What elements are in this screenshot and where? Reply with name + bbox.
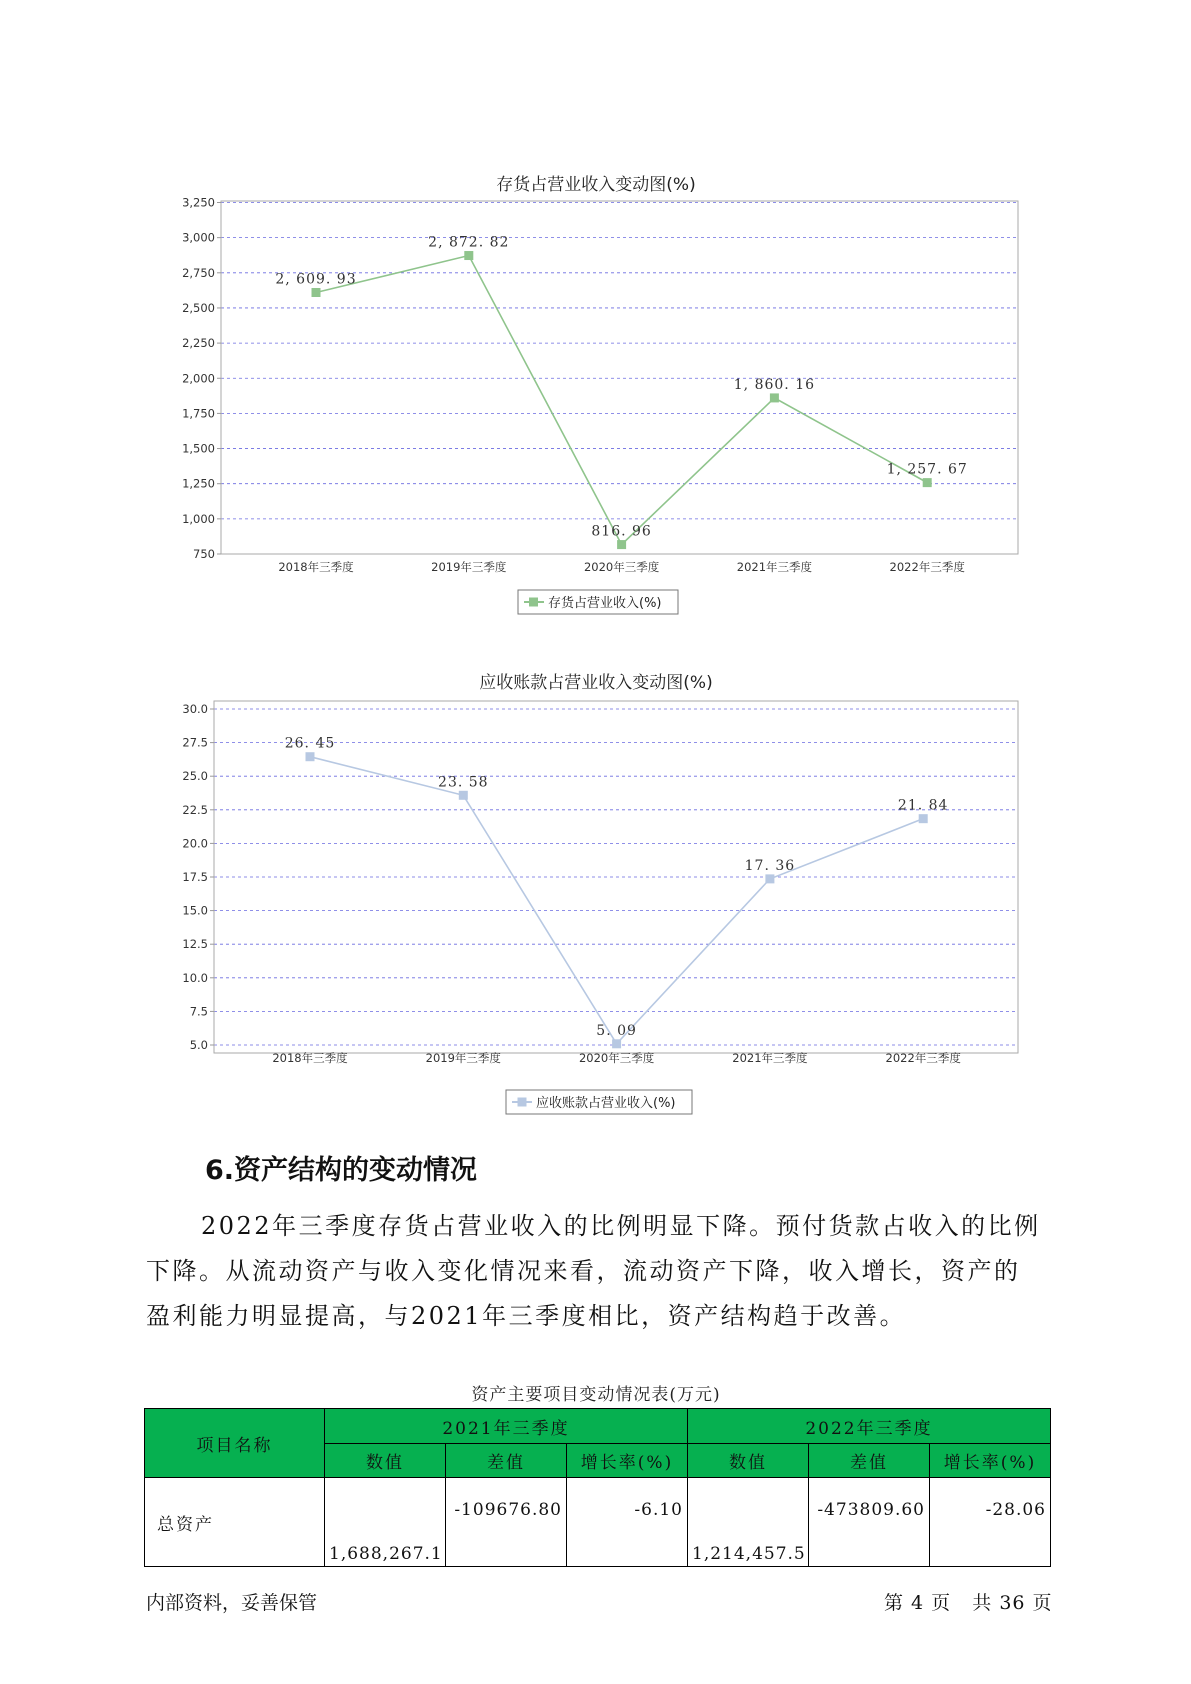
- series-markers: [312, 251, 932, 549]
- data-label: 2, 609. 93: [275, 271, 357, 288]
- data-label: 21. 84: [897, 797, 949, 814]
- data-point-marker: [306, 752, 315, 761]
- y-tick-label: 3,000: [182, 230, 215, 245]
- y-tick-label: 3,250: [182, 195, 215, 210]
- subheader-growth-rate: 增长率(%): [930, 1444, 1051, 1478]
- data-point-marker: [617, 540, 626, 549]
- series-markers: [306, 752, 928, 1048]
- x-tick-label: 2021年三季度: [736, 560, 813, 574]
- x-axis-ticks: [278, 560, 965, 574]
- legend: [506, 1090, 692, 1114]
- data-point-marker: [612, 1039, 621, 1048]
- x-tick-label: 2021年三季度: [732, 1051, 808, 1065]
- data-labels: [275, 235, 967, 540]
- x-tick-label: 2019年三季度: [425, 1051, 501, 1065]
- y-tick-label: 10.0: [182, 970, 208, 985]
- cell-growth-rate: -28.06: [930, 1478, 1051, 1567]
- subheader-growth-rate: 增长率(%): [567, 1444, 688, 1478]
- data-labels: [285, 736, 949, 1039]
- header-period-2021: 2021年三季度: [325, 1409, 688, 1444]
- y-tick-label: 25.0: [182, 769, 208, 784]
- section-heading: 6.资产结构的变动情况: [205, 1155, 478, 1186]
- asset-change-table: [144, 1408, 1051, 1567]
- y-tick-label: 2,750: [182, 265, 215, 280]
- table-header-row: [145, 1409, 1051, 1444]
- y-tick-label: 22.5: [182, 802, 208, 817]
- x-tick-label: 2022年三季度: [885, 1051, 961, 1065]
- y-tick-label: 2,250: [182, 336, 215, 351]
- data-label: 26. 45: [284, 735, 336, 752]
- chart-title: 应收账款占营业收入变动图(%): [479, 673, 713, 693]
- x-tick-label: 2018年三季度: [272, 1051, 348, 1065]
- y-tick-label: 750: [193, 547, 215, 561]
- y-tick-label: 30.0: [182, 702, 208, 716]
- y-tick-label: 15.0: [182, 903, 208, 918]
- data-label: 17. 36: [744, 857, 796, 874]
- y-tick-label: 1,500: [182, 441, 215, 456]
- y-tick-label: 27.5: [182, 735, 208, 750]
- x-tick-label: 2020年三季度: [583, 560, 660, 574]
- cell-value: 1,688,267.1: [325, 1478, 446, 1567]
- header-item-name: 项目名称: [145, 1409, 325, 1478]
- subheader-difference: 差值: [809, 1444, 930, 1478]
- receivables-revenue-chart: [0, 660, 1191, 1120]
- series-line: [316, 256, 927, 545]
- data-label: 1, 860. 16: [733, 376, 816, 393]
- y-tick-label: 1,250: [182, 476, 215, 491]
- grid-lines: [214, 709, 1018, 1045]
- y-tick-label: 7.5: [189, 1004, 208, 1019]
- cell-difference: -109676.80: [446, 1478, 567, 1567]
- x-tick-label: 2020年三季度: [578, 1051, 655, 1065]
- cell-difference: -473809.60: [809, 1478, 930, 1567]
- row-name: 总资产: [145, 1478, 325, 1567]
- subheader-value: 数值: [325, 1444, 446, 1478]
- footer-page-number: 第 4 页 共 36 页: [884, 1592, 1053, 1614]
- data-point-marker: [770, 393, 779, 402]
- data-label: 2, 872. 82: [428, 234, 510, 251]
- x-tick-label: 2019年三季度: [431, 560, 507, 574]
- y-tick-label: 2,000: [182, 371, 215, 386]
- header-period-2022: 2022年三季度: [688, 1409, 1051, 1444]
- legend-label: 应收账款占营业收入(%): [536, 1096, 676, 1111]
- data-label: 816. 96: [591, 523, 652, 540]
- y-axis-ticks: [182, 196, 221, 562]
- legend-marker-swatch: [518, 1098, 527, 1107]
- table-row: [145, 1478, 1051, 1567]
- y-tick-label: 20.0: [182, 836, 208, 851]
- data-label: 5. 09: [596, 1022, 637, 1039]
- y-tick-label: 2,500: [182, 300, 215, 315]
- x-tick-label: 2022年三季度: [889, 560, 965, 574]
- footer-confidential-note: 内部资料，妥善保管: [146, 1592, 318, 1614]
- data-point-marker: [923, 478, 932, 487]
- data-point-marker: [459, 791, 468, 800]
- legend-marker-swatch: [529, 598, 538, 607]
- y-tick-label: 1,000: [182, 511, 215, 526]
- cell-value: 1,214,457.5: [688, 1478, 809, 1567]
- data-label: 1, 257. 67: [886, 461, 968, 478]
- data-point-marker: [312, 288, 321, 297]
- legend: [518, 590, 678, 614]
- x-tick-label: 2018年三季度: [278, 560, 354, 574]
- y-tick-label: 12.5: [182, 937, 208, 952]
- subheader-difference: 差值: [446, 1444, 567, 1478]
- series-line: [310, 757, 923, 1044]
- y-tick-label: 17.5: [182, 870, 208, 884]
- cell-growth-rate: -6.10: [567, 1478, 688, 1567]
- analysis-paragraph: 2022年三季度存货占营业收入的比例明显下降。预付货款占收入的比例下降。从流动资产与收入变化情况来看，流动资产下降，收入增长，资产的盈利能力明显提高，与2021年三季度相比，资产结构趋于改善。: [146, 1212, 1041, 1330]
- chart-title: 存货占营业收入变动图(%): [496, 175, 696, 195]
- y-tick-label: 1,750: [182, 406, 215, 421]
- table-caption: 资产主要项目变动情况表(万元): [471, 1385, 721, 1405]
- data-point-marker: [765, 874, 774, 883]
- y-tick-label: 5.0: [189, 1038, 208, 1052]
- data-point-marker: [464, 251, 473, 260]
- legend-label: 存货占营业收入(%): [548, 596, 662, 611]
- grid-lines: [221, 203, 1018, 555]
- subheader-value: 数值: [688, 1444, 809, 1478]
- data-point-marker: [919, 814, 928, 823]
- plot-area-frame: [221, 201, 1018, 554]
- data-label: 23. 58: [438, 774, 489, 791]
- y-axis-ticks: [182, 702, 214, 1052]
- inventory-revenue-chart: [0, 160, 1191, 620]
